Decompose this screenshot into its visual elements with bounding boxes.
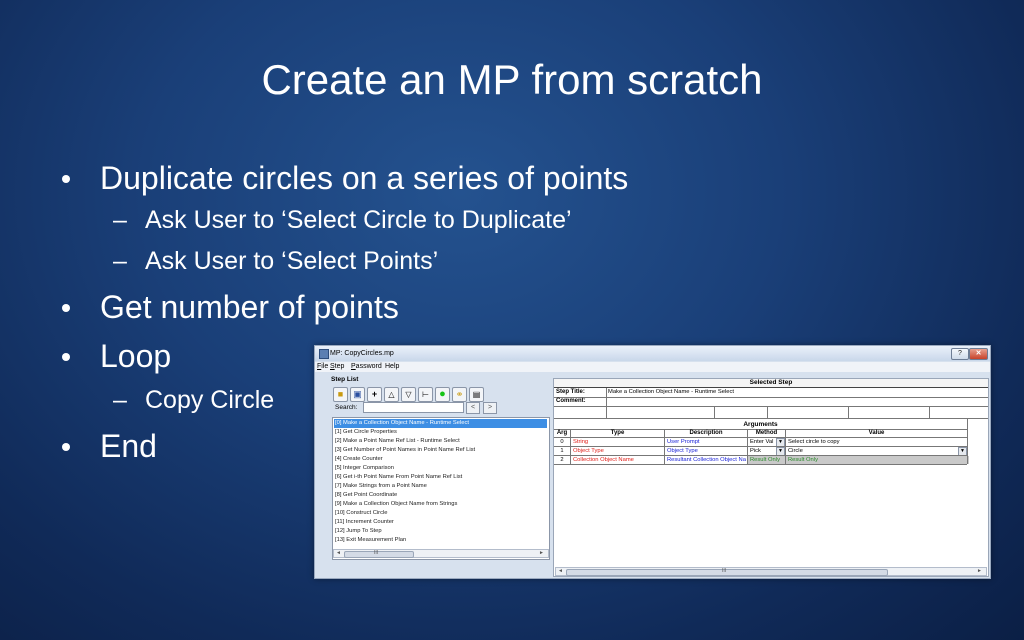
add-step-button[interactable] (367, 387, 382, 402)
window-titlebar[interactable] (315, 346, 990, 361)
run-button[interactable] (435, 387, 450, 402)
indent-icon: ⊢ (422, 390, 429, 399)
sub-bullet-item: Copy Circle (145, 386, 275, 414)
menu-file[interactable]: File (317, 363, 329, 370)
selected-step-panel (553, 378, 989, 577)
scroll-right-icon[interactable]: ► (539, 550, 544, 556)
arg-type: Collection Object Name (573, 457, 634, 463)
search-label: Search: (335, 404, 358, 411)
properties-button[interactable] (469, 387, 484, 402)
bullet-item: Duplicate circles on a series of points (100, 160, 629, 196)
dash-marker: – (113, 206, 127, 234)
step-list-item[interactable]: [5] Integer Comparison (335, 465, 394, 471)
divider (929, 406, 930, 418)
step-list-item[interactable]: [4] Create Counter (335, 456, 383, 462)
menu-bar (315, 362, 990, 372)
step-list-item[interactable]: [10] Construct Circle (335, 510, 388, 516)
divider (554, 406, 988, 407)
divider (606, 388, 607, 418)
divider (554, 464, 967, 465)
help-button[interactable]: ? (951, 348, 969, 360)
arg-description: Resultant Collection Object Na (667, 457, 746, 463)
arg-description: User Prompt (667, 439, 700, 445)
method-dropdown-icon[interactable]: ▼ (776, 447, 785, 456)
selected-step-hscrollbar[interactable] (555, 567, 987, 576)
step-title-field[interactable]: Make a Collection Object Name - Runtime Select (608, 389, 734, 395)
step-list-item[interactable]: [9] Make a Collection Object Name from Strings (335, 501, 458, 507)
close-button[interactable]: ✕ (969, 348, 988, 360)
step-list-item[interactable]: [7] Make Strings from a Point Name (335, 483, 427, 489)
open-file-button[interactable] (333, 387, 348, 402)
arg-value[interactable]: Select circle to copy (788, 439, 840, 445)
step-list-item[interactable]: [8] Get Point Coordinate (335, 492, 398, 498)
move-up-button[interactable] (384, 387, 399, 402)
step-list-item[interactable]: [6] Get i-th Point Name From Point Name Ref List (335, 474, 463, 480)
arg-index: 0 (560, 439, 564, 445)
step-list-item[interactable]: [1] Get Circle Properties (335, 429, 397, 435)
indent-button[interactable] (418, 387, 433, 402)
scroll-left-icon[interactable]: ◄ (558, 568, 563, 574)
step-list-item[interactable]: [11] Increment Counter (335, 519, 394, 525)
col-type: Type (610, 430, 625, 436)
step-list[interactable] (332, 417, 550, 560)
bullet-item: Get number of points (100, 289, 399, 325)
bullet-dot (62, 304, 70, 312)
step-list-label: Step List (331, 376, 359, 383)
properties-icon: ▤ (472, 390, 481, 399)
arg-value: Result Only (786, 456, 969, 464)
arg-method[interactable]: Enter Val (750, 439, 774, 445)
move-down-icon: ▽ (405, 390, 412, 399)
save-button[interactable] (350, 387, 365, 402)
menu-step[interactable]: Step (330, 363, 345, 370)
arg-type: Object Type (573, 448, 604, 454)
divider (714, 406, 715, 418)
arguments-header: Arguments (743, 421, 778, 428)
sub-bullet-item: Ask User to ‘Select Circle to Duplicate’ (145, 206, 572, 234)
col-description: Description (689, 430, 723, 436)
run-icon: ● (439, 388, 446, 400)
selected-step-header: Selected Step (554, 379, 988, 388)
divider (664, 429, 665, 464)
arg-method: Result Only (748, 456, 787, 464)
menu-help[interactable]: Help (385, 363, 400, 370)
arg-description: Object Type (667, 448, 698, 454)
window-title: MP: CopyCircles.mp (330, 350, 394, 357)
scroll-right-icon[interactable]: ► (977, 568, 982, 574)
link-icon: ⚭ (455, 389, 464, 399)
divider (570, 429, 571, 464)
arg-value[interactable]: Circle (788, 448, 803, 454)
sub-bullet-item: Ask User to ‘Select Points’ (145, 247, 439, 275)
bullet-dot (62, 443, 70, 451)
divider (848, 406, 849, 418)
divider (967, 418, 968, 464)
bullet-item: Loop (100, 338, 172, 374)
app-window (314, 345, 991, 579)
divider (785, 429, 786, 464)
step-list-item[interactable]: [2] Make a Point Name Ref List - Runtime Select (335, 438, 460, 444)
search-prev-button[interactable]: < (466, 402, 480, 414)
step-list-hscrollbar[interactable] (333, 549, 549, 558)
bullet-dot (62, 353, 70, 361)
add-icon: + (371, 389, 378, 399)
scrollbar-thumb[interactable] (566, 569, 888, 576)
scrollbar-thumb[interactable] (344, 551, 414, 558)
move-up-icon: △ (388, 390, 395, 399)
scroll-mark: III (374, 550, 379, 556)
arg-type: String (573, 439, 589, 445)
slide-title: Create an MP from scratch (261, 56, 763, 103)
open-file-icon: ■ (337, 389, 344, 399)
step-title-label: Step Title: (556, 389, 585, 395)
arg-index: 1 (560, 448, 564, 454)
step-list-item[interactable]: [13] Exit Measurement Plan (335, 537, 407, 543)
link-button[interactable] (452, 387, 467, 402)
save-icon: ▣ (353, 389, 362, 399)
arg-index: 2 (560, 457, 564, 463)
step-list-item[interactable]: [3] Get Number of Point Names in Point Name Ref List (335, 447, 476, 453)
divider (554, 397, 988, 398)
divider (554, 418, 988, 419)
search-next-button[interactable]: > (483, 402, 497, 414)
step-list-item[interactable]: [0] Make a Collection Object Name - Runtime Select (334, 419, 547, 428)
dash-marker: – (113, 247, 127, 275)
divider (767, 406, 768, 418)
arg-method[interactable]: Pick (750, 448, 761, 454)
value-dropdown-icon[interactable]: ▼ (958, 447, 967, 456)
move-down-button[interactable] (401, 387, 416, 402)
scroll-left-icon[interactable]: ◄ (336, 550, 341, 556)
app-icon (319, 349, 329, 359)
method-dropdown-icon[interactable]: ▼ (776, 438, 785, 447)
step-list-panel (321, 373, 549, 575)
bullet-item: End (100, 428, 157, 464)
col-method: Method (755, 430, 778, 436)
search-input[interactable] (363, 402, 464, 413)
divider (747, 429, 748, 464)
col-value: Value (868, 430, 885, 436)
dash-marker: – (113, 386, 127, 414)
menu-password[interactable]: Password (351, 363, 382, 370)
scroll-mark: III (722, 568, 727, 574)
comment-label: Comment: (556, 398, 586, 404)
col-arg: Arg (556, 430, 568, 436)
step-list-item[interactable]: [12] Jump To Step (335, 528, 382, 534)
bullet-dot (62, 175, 70, 183)
